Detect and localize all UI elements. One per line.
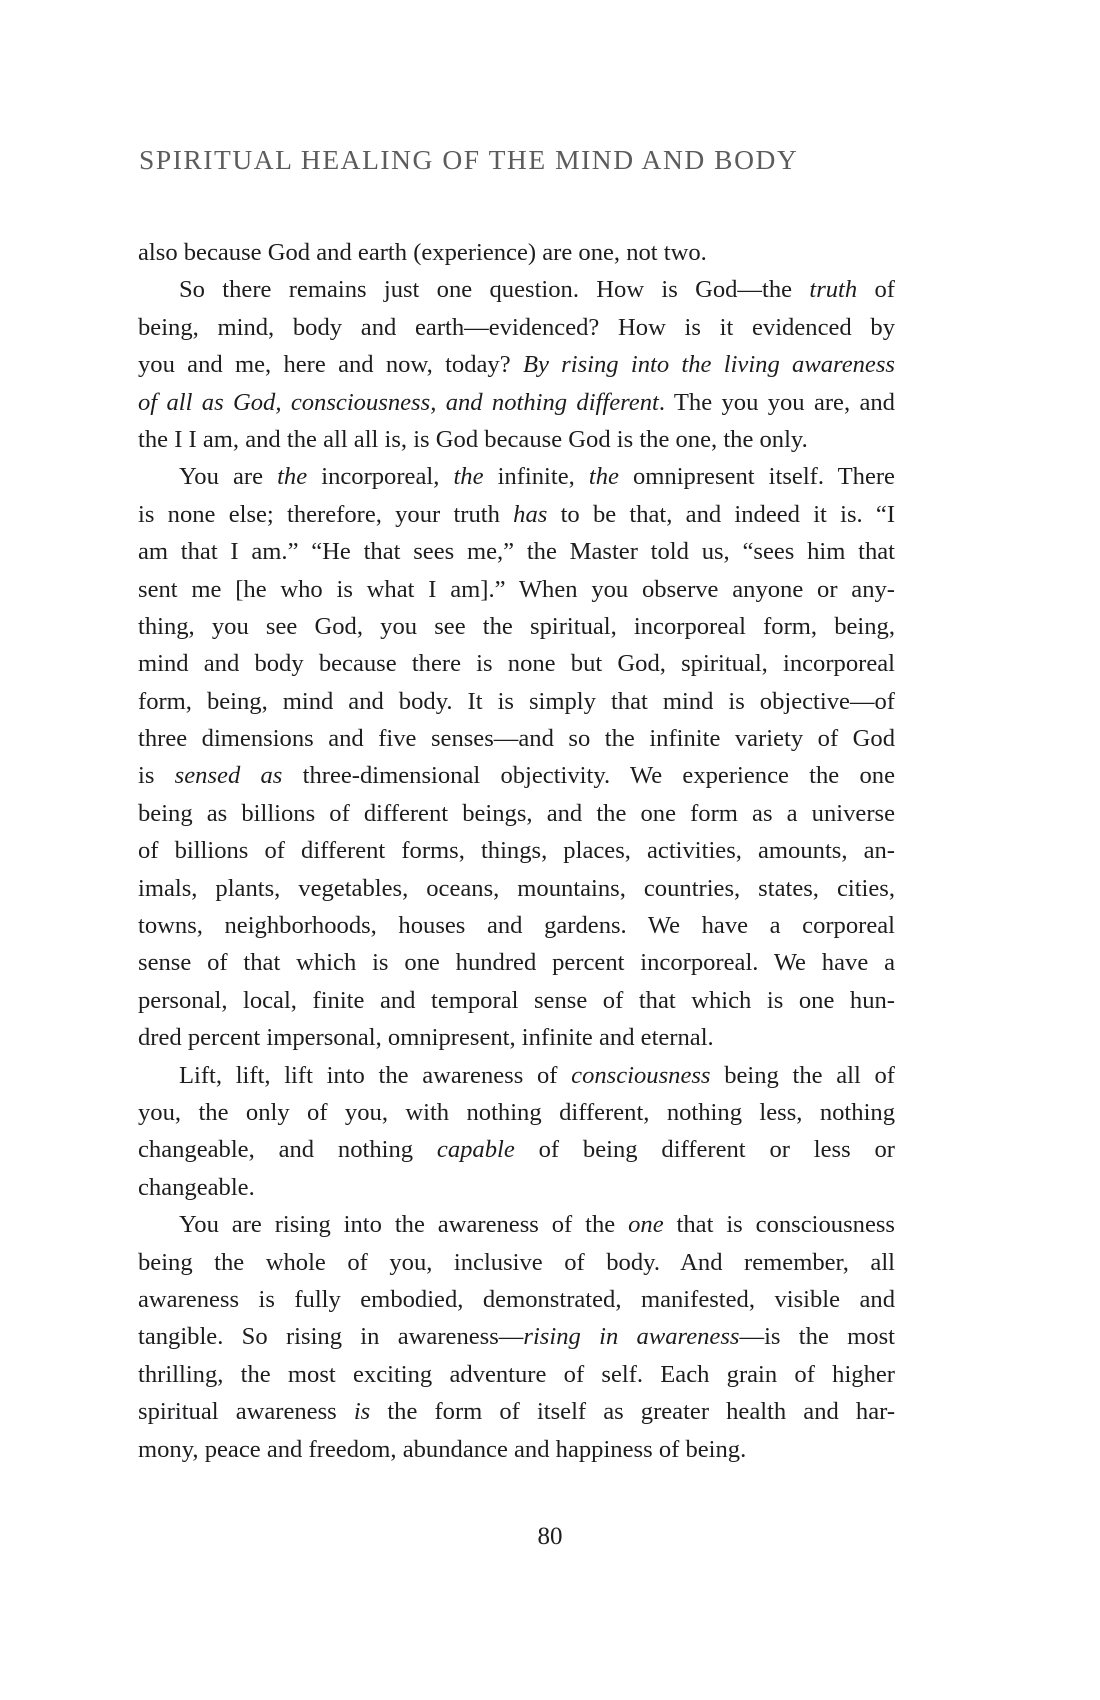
text-line: [138, 1019, 895, 1056]
italic-text: of all as God, consciousness, and nothing different: [138, 388, 659, 416]
text-line: [138, 720, 895, 757]
text-span: personal, local, finite and temporal sense of that which is one hun-: [138, 986, 895, 1014]
italic-text: consciousness: [571, 1061, 711, 1089]
text-line: [138, 1318, 895, 1355]
text-line: [138, 683, 895, 720]
text-span: the I I am, and the all all is, is God because God is the one, the only.: [138, 425, 808, 453]
body-text: [138, 234, 895, 1468]
page-number: 80: [537, 1523, 563, 1550]
italic-text: sensed as: [174, 762, 283, 790]
italic-text: truth: [809, 276, 858, 304]
text-span: to be that, and indeed it is. “I: [547, 500, 896, 528]
text-span: thing, you see God, you see the spiritual, incorporeal form, being,: [138, 612, 895, 640]
text-line: [138, 645, 895, 682]
text-span: being, mind, body and earth—evidenced? How is it evidenced by: [138, 313, 895, 341]
paragraph-first-line: [138, 1206, 895, 1243]
text-span: being the all of: [710, 1061, 895, 1089]
text-line: [138, 1393, 895, 1430]
text-span: that is consciousness: [663, 1211, 896, 1239]
italic-text: is: [353, 1398, 371, 1426]
paragraph-first-line: [138, 1057, 895, 1094]
text-span: three dimensions and five senses—and so the infinite variety of God: [138, 725, 895, 753]
text-line: [138, 1244, 895, 1281]
italic-text: the: [453, 463, 484, 491]
text-line: [138, 1431, 895, 1468]
text-span: of billions of different forms, things, places, activities, amounts, an-: [138, 837, 895, 865]
text-span: also because God and earth (experience) are one, not two.: [138, 239, 707, 266]
italic-text: capable: [436, 1136, 515, 1164]
text-span: tangible. So rising in awareness—: [138, 1323, 524, 1351]
text-span: omnipresent itself. There: [618, 463, 895, 491]
text-line: [138, 1094, 895, 1131]
text-line: [138, 795, 895, 832]
text-span: you and me, here and now, today?: [138, 351, 523, 379]
text-line: [138, 1356, 895, 1393]
text-span: . The you you are, and: [658, 388, 895, 416]
running-head: SPIRITUAL HEALING OF THE MIND AND BODY: [139, 144, 799, 175]
text-span: awareness is fully embodied, demonstrated, manifested, visible and: [138, 1285, 895, 1313]
text-span: dred percent impersonal, omnipresent, infinite and eternal.: [138, 1024, 714, 1052]
text-span: spiritual awareness: [138, 1398, 354, 1426]
text-line: [138, 234, 895, 271]
text-line: [138, 832, 895, 869]
text-span: sent me [he who is what I am].” When you observe anyone or any-: [138, 575, 895, 603]
text-span: imals, plants, vegetables, oceans, mountains, countries, states, cities,: [138, 874, 895, 902]
text-span: you, the only of you, with nothing different, nothing less, nothing: [138, 1098, 895, 1126]
text-span: the form of itself as greater health and har-: [370, 1398, 896, 1426]
text-span: form, being, mind and body. It is simply that mind is objective—of: [138, 687, 895, 715]
text-line: [138, 384, 895, 421]
text-span: sense of that which is one hundred percent incorporeal. We have a: [138, 949, 895, 977]
paragraph-first-line: [138, 458, 895, 495]
text-span: three-dimensional objectivity. We experience the one: [282, 762, 895, 790]
text-span: is: [138, 762, 175, 790]
text-line: [138, 870, 895, 907]
italic-text: the: [588, 463, 619, 491]
text-span: of being different or less or: [514, 1136, 895, 1164]
text-span: changeable, and nothing: [138, 1136, 437, 1164]
text-span: being as billions of different beings, and the one form as a universe: [138, 799, 895, 827]
text-line: [138, 608, 895, 645]
paragraph-first-line: [138, 271, 895, 308]
text-line: [138, 1281, 895, 1318]
text-span: You are: [179, 463, 278, 491]
text-span: of: [857, 276, 895, 304]
text-span: mony, peace and freedom, abundance and happiness of being.: [138, 1435, 747, 1463]
italic-text: rising in awareness: [523, 1323, 740, 1351]
text-span: infinite,: [483, 463, 589, 491]
text-span: mind and body because there is none but God, spiritual, incorporeal: [138, 650, 895, 678]
text-span: incorporeal,: [307, 463, 454, 491]
text-line: [138, 907, 895, 944]
text-line: [138, 1131, 895, 1168]
text-span: towns, neighborhoods, houses and gardens. We have a corporeal: [138, 912, 895, 940]
text-span: being the whole of you, inclusive of body. And remember, all: [138, 1248, 895, 1276]
text-span: Lift, lift, lift into the awareness of: [179, 1061, 572, 1089]
text-line: [138, 571, 895, 608]
text-span: thrilling, the most exciting adventure of self. Each grain of higher: [138, 1360, 895, 1388]
italic-text: has: [513, 500, 548, 528]
text-line: [138, 944, 895, 981]
text-line: [138, 982, 895, 1019]
text-span: You are rising into the awareness of the: [179, 1211, 629, 1239]
text-span: So there remains just one question. How is God—the: [179, 276, 810, 304]
italic-text: the: [277, 463, 308, 491]
text-span: is none else; therefore, your truth: [138, 500, 514, 528]
text-line: [138, 533, 895, 570]
text-line: [138, 1169, 895, 1206]
italic-text: By rising into the living awareness: [522, 351, 895, 379]
text-line: [138, 421, 895, 458]
text-line: [138, 346, 895, 383]
text-span: —is the most: [739, 1323, 895, 1351]
text-line: [138, 757, 895, 794]
text-span: changeable.: [138, 1173, 255, 1201]
text-line: [138, 309, 895, 346]
italic-text: one: [628, 1211, 664, 1239]
text-line: [138, 496, 895, 533]
text-span: am that I am.” “He that sees me,” the Master told us, “sees him that: [138, 538, 895, 566]
